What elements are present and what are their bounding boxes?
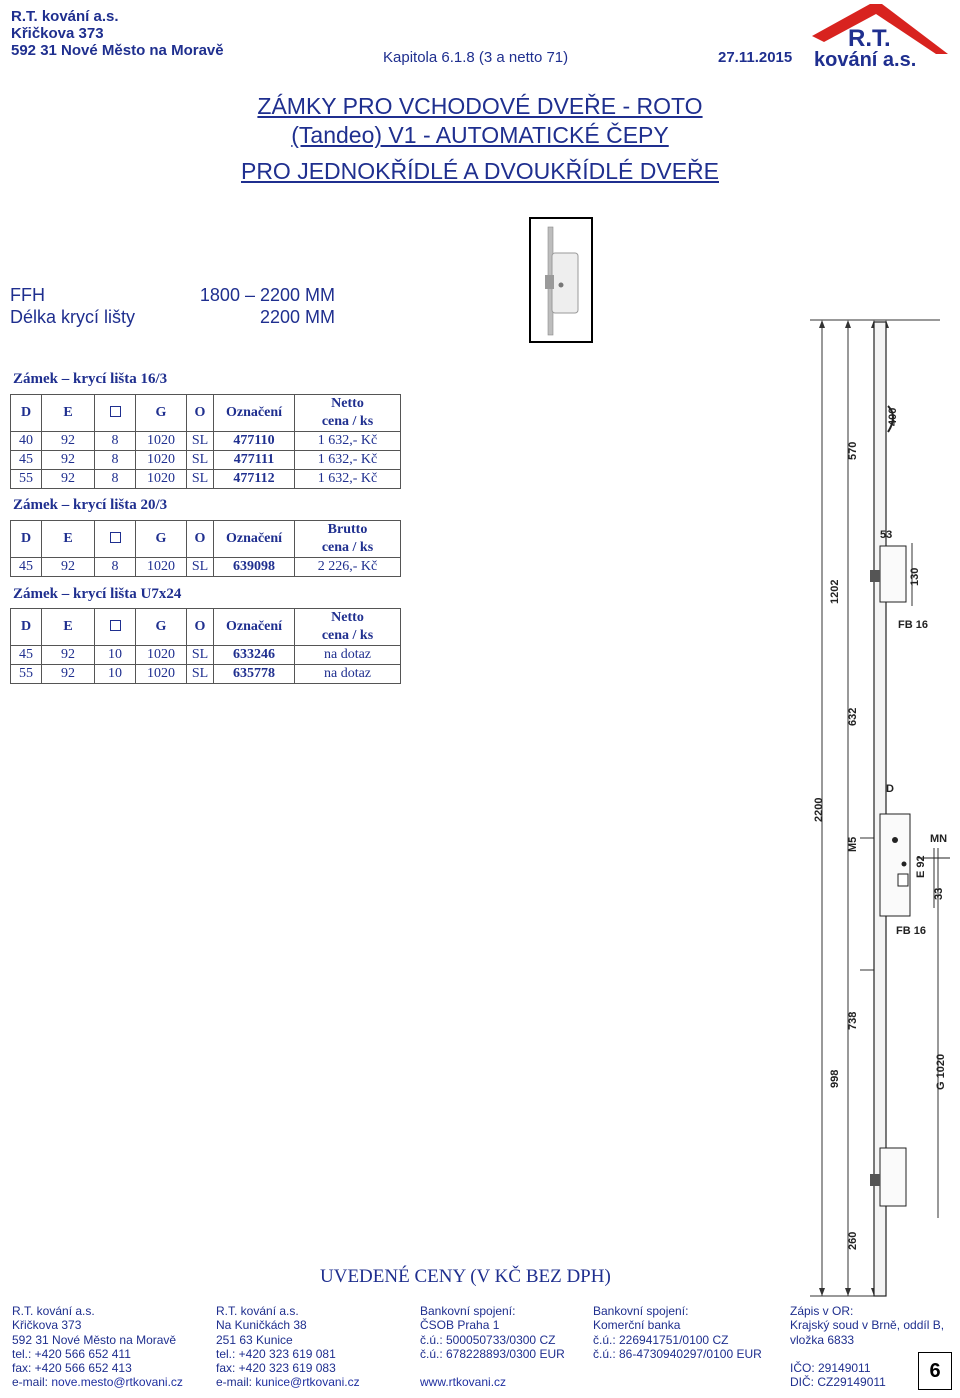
price-label: Brutto — [327, 522, 368, 537]
price-label: Netto — [331, 610, 364, 625]
cell-price: 1 632,- Kč — [295, 451, 401, 470]
dim-m5: M5 — [847, 836, 859, 852]
col-d: D — [11, 521, 42, 558]
dim-fb16-upper: FB 16 — [898, 619, 928, 631]
cell-d: 45 — [11, 558, 42, 577]
dim-e92: E 92 — [915, 855, 927, 878]
price-label: Netto — [331, 396, 364, 411]
footer-text: tel.: +420 323 619 081 — [216, 1346, 336, 1361]
col-o: O — [187, 609, 214, 646]
cell-square: 8 — [95, 470, 136, 489]
dim-738: 738 — [847, 1011, 859, 1030]
footer-text: DIČ: CZ29149011 — [790, 1375, 886, 1390]
footer-text: Křičkova 373 — [12, 1318, 82, 1333]
footer-text: Bankovní spojení: — [593, 1304, 689, 1318]
col-o: O — [187, 395, 214, 432]
footer-email-line — [12, 1375, 183, 1389]
spec-length — [10, 306, 335, 328]
col-price — [295, 521, 401, 558]
cell-e: 92 — [42, 451, 95, 470]
company-logo — [808, 2, 956, 68]
table-row — [11, 432, 401, 451]
footer-text: Zápis v OR: — [790, 1304, 854, 1318]
price-unit: cena / ks — [321, 628, 374, 643]
dim-mn: MN — [930, 833, 948, 845]
spec-value: 1800 – 2200 MM — [199, 285, 335, 305]
col-d: D — [11, 395, 42, 432]
dim-d: D — [886, 783, 894, 795]
footer-text: Komerční banka — [593, 1318, 681, 1333]
cell-o: SL — [187, 432, 214, 451]
title-line-2: (Tandeo) V1 - AUTOMATICKÉ ČEPY — [291, 122, 669, 148]
cell-g: 1020 — [136, 451, 187, 470]
table-header-row — [11, 521, 401, 558]
table-row — [11, 451, 401, 470]
footer-col-4 — [593, 1304, 762, 1361]
cell-e: 92 — [42, 665, 95, 684]
square-icon — [110, 620, 121, 631]
cell-e: 92 — [42, 432, 95, 451]
cell-square: 8 — [95, 432, 136, 451]
cell-square: 10 — [95, 665, 136, 684]
spec-label: FFH — [10, 285, 45, 305]
spec-value: 2200 MM — [259, 307, 335, 327]
cell-code: 477111 — [214, 451, 295, 470]
dim-400: 400 — [887, 407, 899, 426]
price-unit: cena / ks — [321, 540, 374, 555]
footer-text: tel.: +420 566 652 411 — [12, 1346, 131, 1361]
email-link-kunice[interactable]: kunice@rtkovani.cz — [255, 1375, 360, 1390]
company-city: 592 31 Nové Město na Moravě — [11, 42, 224, 59]
dim-260: 260 — [847, 1231, 859, 1250]
footer-col-2 — [216, 1304, 360, 1390]
cell-d: 55 — [11, 470, 42, 489]
cell-square: 10 — [95, 646, 136, 665]
cell-d: 55 — [11, 665, 42, 684]
footer-text: Na Kuničkách 38 — [216, 1318, 307, 1333]
logo-text-1: R.T. — [848, 25, 891, 52]
footer-text: č.ú.: 226941751/0100 CZ — [593, 1332, 729, 1347]
cell-price: na dotaz — [295, 665, 401, 684]
cell-code: 635778 — [214, 665, 295, 684]
cell-price: na dotaz — [295, 646, 401, 665]
footer-text: Bankovní spojení: — [420, 1304, 516, 1318]
cell-code: 477110 — [214, 432, 295, 451]
chapter-label: Kapitola 6.1.8 (3 a netto 71) — [383, 49, 569, 66]
col-g: G — [136, 395, 187, 432]
title-line-3: PRO JEDNOKŘÍDLÉ A DVOUKŘÍDLÉ DVEŘE — [240, 158, 719, 184]
dim-1202: 1202 — [829, 579, 841, 604]
footer-text: fax: +420 566 652 413 — [12, 1361, 132, 1376]
specs — [10, 284, 335, 328]
cell-price: 1 632,- Kč — [295, 432, 401, 451]
cell-g: 1020 — [136, 646, 187, 665]
dim-fb16-lower: FB 16 — [896, 925, 926, 937]
col-square — [95, 609, 136, 646]
footer-text: vložka 6833 — [790, 1332, 855, 1347]
table-row — [11, 665, 401, 684]
cell-d: 40 — [11, 432, 42, 451]
cell-g: 1020 — [136, 470, 187, 489]
company-street: Křičkova 373 — [11, 25, 104, 42]
price-table-20-3 — [10, 520, 401, 577]
cell-e: 92 — [42, 558, 95, 577]
col-d: D — [11, 609, 42, 646]
footer-text: č.ú.: 500050733/0300 CZ — [420, 1332, 556, 1347]
col-price — [295, 609, 401, 646]
col-o: O — [187, 521, 214, 558]
col-oznaceni: Označení — [214, 395, 295, 432]
cell-o: SL — [187, 665, 214, 684]
col-square — [95, 395, 136, 432]
table-title-u7x24: Zámek – krycí lišta U7x24 — [13, 586, 182, 602]
price-table-u7x24 — [10, 608, 401, 684]
footer-text: R.T. kování a.s. — [216, 1304, 299, 1318]
cell-square: 8 — [95, 451, 136, 470]
footer-text: 251 63 Kunice — [216, 1332, 293, 1347]
cell-e: 92 — [42, 646, 95, 665]
technical-drawing — [800, 318, 960, 1300]
cell-code: 477112 — [214, 470, 295, 489]
dim-998: 998 — [829, 1069, 841, 1088]
square-icon — [110, 406, 121, 417]
company-address — [11, 8, 224, 59]
cell-price: 1 632,- Kč — [295, 470, 401, 489]
dim-g1020: G 1020 — [935, 1053, 947, 1090]
footer-text: č.ú.: 86-4730940297/0100 EUR — [593, 1346, 762, 1361]
col-e: E — [42, 521, 95, 558]
cell-e: 92 — [42, 470, 95, 489]
table-row — [11, 646, 401, 665]
footer-text: Krajský soud v Brně, oddíl B, — [790, 1318, 945, 1333]
product-photo — [529, 217, 593, 343]
cell-d: 45 — [11, 646, 42, 665]
col-oznaceni: Označení — [214, 609, 295, 646]
spec-ffh — [10, 284, 335, 306]
cell-o: SL — [187, 558, 214, 577]
col-price — [295, 395, 401, 432]
col-oznaceni: Označení — [214, 521, 295, 558]
dim-632: 632 — [847, 707, 859, 726]
table-row — [11, 558, 401, 577]
col-g: G — [136, 609, 187, 646]
col-e: E — [42, 395, 95, 432]
cell-d: 45 — [11, 451, 42, 470]
footer-text: ČSOB Praha 1 — [420, 1318, 500, 1333]
email-label: e-mail: — [12, 1375, 52, 1390]
cell-g: 1020 — [136, 558, 187, 577]
table-row — [11, 470, 401, 489]
cell-square: 8 — [95, 558, 136, 577]
spec-label: Délka krycí lišty — [10, 307, 136, 327]
col-square — [95, 521, 136, 558]
footer-text: IČO: 29149011 — [790, 1361, 871, 1376]
email-link-nove-mesto[interactable]: nove.mesto@rtkovani.cz — [51, 1375, 183, 1390]
col-e: E — [42, 609, 95, 646]
logo-text-2: kování a.s. — [814, 49, 917, 68]
cell-code: 639098 — [214, 558, 295, 577]
col-g: G — [136, 521, 187, 558]
footer-text: 592 31 Nové Město na Moravě — [12, 1332, 177, 1347]
table-title-16-3: Zámek – krycí lišta 16/3 — [13, 371, 168, 387]
cell-o: SL — [187, 470, 214, 489]
website-link[interactable]: www.rtkovani.cz — [420, 1375, 507, 1390]
email-label: e-mail: — [216, 1375, 256, 1390]
dim-33: 33 — [933, 887, 945, 900]
footer-col-1 — [12, 1304, 183, 1390]
cell-o: SL — [187, 646, 214, 665]
cell-g: 1020 — [136, 432, 187, 451]
price-note: UVEDENÉ CENY (V KČ BEZ DPH) — [320, 1266, 611, 1287]
dim-130: 130 — [909, 567, 921, 586]
footer-text: fax: +420 323 619 083 — [216, 1361, 336, 1376]
cell-price: 2 226,- Kč — [295, 558, 401, 577]
table-header-row — [11, 395, 401, 432]
dim-2200: 2200 — [813, 797, 825, 822]
table-header-row — [11, 609, 401, 646]
footer-text: R.T. kování a.s. — [12, 1304, 95, 1318]
dim-570: 570 — [847, 441, 859, 460]
cell-o: SL — [187, 451, 214, 470]
footer-text: č.ú.: 678228893/0300 EUR — [420, 1346, 565, 1361]
dim-53: 53 — [880, 529, 893, 541]
footer-email-line — [216, 1375, 360, 1389]
cell-g: 1020 — [136, 665, 187, 684]
footer-col-3 — [420, 1304, 565, 1390]
table-title-20-3: Zámek – krycí lišta 20/3 — [13, 497, 168, 513]
price-table-16-3 — [10, 394, 401, 489]
cell-code: 633246 — [214, 646, 295, 665]
title-line-1: ZÁMKY PRO VCHODOVÉ DVEŘE - ROTO — [257, 93, 703, 119]
square-icon — [110, 532, 121, 543]
price-unit: cena / ks — [321, 414, 374, 429]
page-number: 6 — [918, 1352, 952, 1390]
company-name: R.T. kování a.s. — [11, 8, 119, 25]
document-date: 27.11.2015 — [718, 49, 793, 66]
